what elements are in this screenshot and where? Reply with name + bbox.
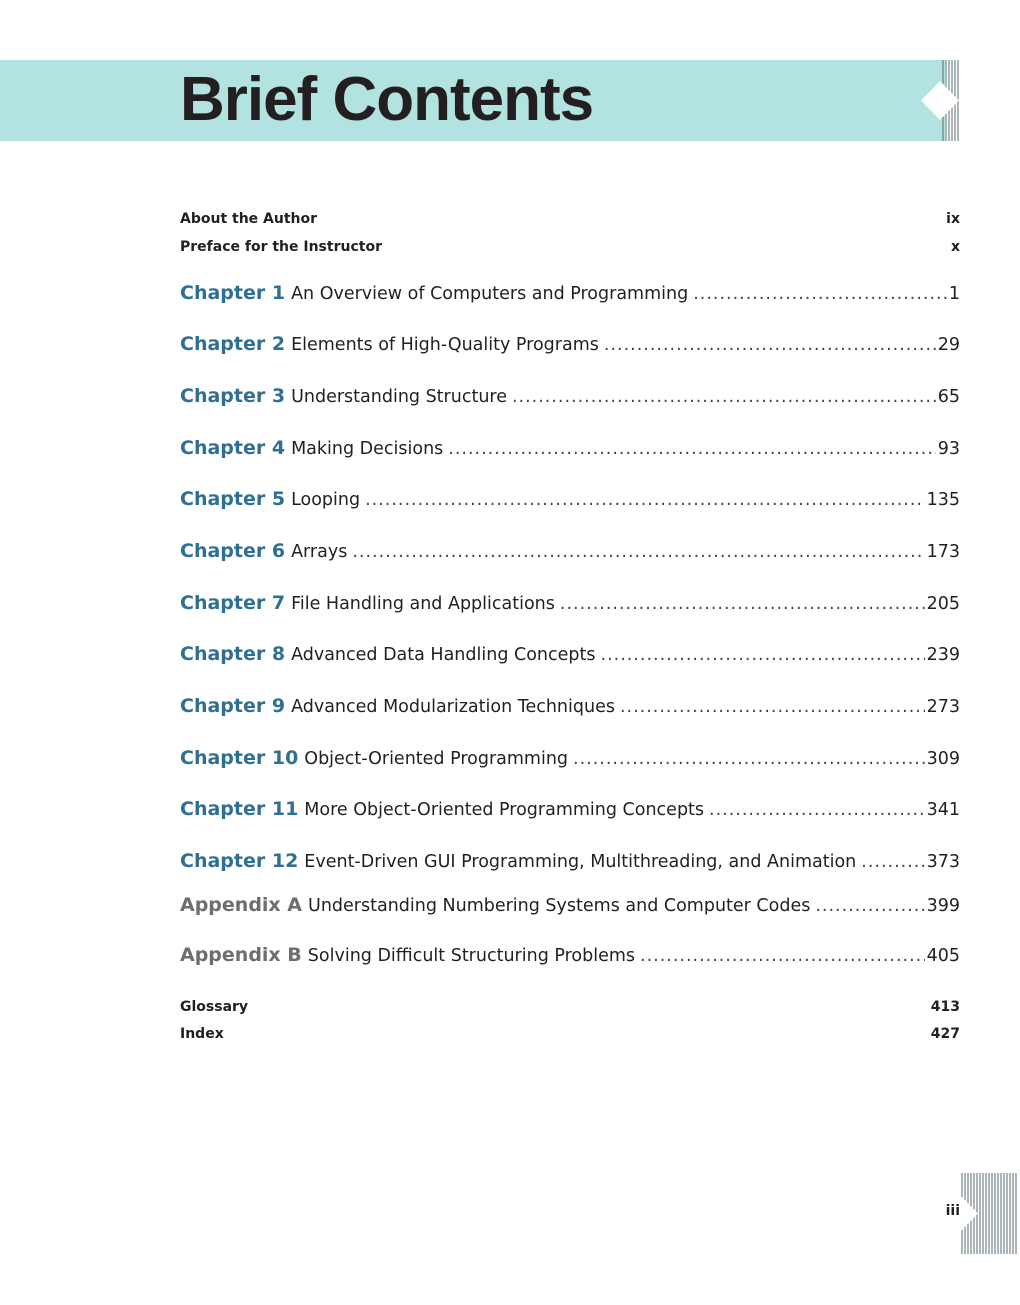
toc-row-chapter-12[interactable] xyxy=(180,850,960,878)
toc-row-chapter-11[interactable] xyxy=(180,798,960,826)
toc-row-glossary[interactable] xyxy=(180,997,960,1017)
chapter-page: 135 xyxy=(926,490,960,510)
chapter-page: 29 xyxy=(937,335,960,355)
dot-leader xyxy=(365,490,924,510)
toc-entry-title: Index xyxy=(180,1026,224,1042)
dot-leader xyxy=(601,645,925,665)
chapter-page: 373 xyxy=(926,852,960,872)
dot-leader xyxy=(620,697,925,717)
chapter-label: Chapter 11 xyxy=(180,798,299,820)
chapter-title: Event-Driven GUI Programming, Multithreading, and Animation xyxy=(304,852,857,872)
toc-row-chapter-5[interactable] xyxy=(180,488,960,516)
banner-stripe-decoration xyxy=(921,60,961,141)
chapter-label: Chapter 3 xyxy=(180,385,286,407)
dot-leader xyxy=(604,335,936,355)
chapter-page: 239 xyxy=(926,645,960,665)
chapter-label: Chapter 7 xyxy=(180,592,286,614)
toc-row-chapter-7[interactable] xyxy=(180,592,960,620)
chapter-title: Arrays xyxy=(291,542,348,562)
toc-row-appendix-a[interactable] xyxy=(180,894,960,922)
chapter-page: 309 xyxy=(926,749,960,769)
chapter-page: 65 xyxy=(937,387,960,407)
toc-entry-title: Glossary xyxy=(180,999,249,1015)
appendix-page: 405 xyxy=(926,946,960,966)
chapter-title: Looping xyxy=(291,490,361,510)
toc-row-chapter-9[interactable] xyxy=(180,695,960,723)
dot-leader xyxy=(709,800,925,820)
toc-entry-page: 413 xyxy=(930,999,960,1015)
chapter-page: 273 xyxy=(926,697,960,717)
dot-leader xyxy=(693,284,947,304)
chapter-label: Chapter 8 xyxy=(180,643,286,665)
chapter-title: Making Decisions xyxy=(291,439,444,459)
toc-row-chapter-1[interactable] xyxy=(180,282,960,310)
chapter-page: 93 xyxy=(937,439,960,459)
chapter-title: Elements of High-Quality Programs xyxy=(291,335,599,355)
chapter-label: Chapter 10 xyxy=(180,747,299,769)
chapter-title: Understanding Structure xyxy=(291,387,507,407)
toc-row-appendix-b[interactable] xyxy=(180,944,960,972)
appendix-label: Appendix A xyxy=(180,894,303,916)
footer-stripe-decoration xyxy=(960,1173,1020,1254)
chapter-label: Chapter 6 xyxy=(180,540,286,562)
toc-row-index[interactable] xyxy=(180,1024,960,1044)
toc-row-chapter-4[interactable] xyxy=(180,437,960,465)
chapter-page: 1 xyxy=(948,284,960,304)
toc-entry-page: ix xyxy=(946,211,960,227)
chapter-title: File Handling and Applications xyxy=(291,594,555,614)
chapter-title: More Object-Oriented Programming Concepts xyxy=(304,800,705,820)
dot-leader xyxy=(448,439,935,459)
appendix-label: Appendix B xyxy=(180,944,302,966)
dot-leader xyxy=(560,594,925,614)
toc-row-chapter-10[interactable] xyxy=(180,747,960,775)
toc-row-chapter-8[interactable] xyxy=(180,643,960,671)
chapter-title: Advanced Data Handling Concepts xyxy=(291,645,596,665)
dot-leader xyxy=(512,387,936,407)
chapter-label: Chapter 1 xyxy=(180,282,286,304)
toc-entry-page: 427 xyxy=(930,1026,960,1042)
chapter-label: Chapter 9 xyxy=(180,695,286,717)
toc-entry-title: About the Author xyxy=(180,211,318,227)
toc-row-chapter-3[interactable] xyxy=(180,385,960,413)
chapter-title: An Overview of Computers and Programming xyxy=(291,284,689,304)
page-number: iii xyxy=(945,1203,960,1219)
page-title: Brief Contents xyxy=(180,65,594,134)
chapter-label: Chapter 5 xyxy=(180,488,286,510)
chapter-title: Object-Oriented Programming xyxy=(304,749,569,769)
appendix-page: 399 xyxy=(926,896,960,916)
chapter-page: 173 xyxy=(926,542,960,562)
chapter-page: 205 xyxy=(926,594,960,614)
dot-leader xyxy=(640,946,925,966)
dot-leader xyxy=(861,852,924,872)
appendix-title: Solving Difficult Structuring Problems xyxy=(307,946,636,966)
chapter-page: 341 xyxy=(926,800,960,820)
toc-row-about-the-author[interactable] xyxy=(180,209,960,229)
dot-leader xyxy=(573,749,925,769)
dot-leader xyxy=(815,896,924,916)
toc-row-preface[interactable] xyxy=(180,237,960,257)
toc-row-chapter-2[interactable] xyxy=(180,333,960,361)
dot-leader xyxy=(352,542,924,562)
chapter-title: Advanced Modularization Techniques xyxy=(291,697,615,717)
chapter-label: Chapter 12 xyxy=(180,850,299,872)
toc-entry-page: x xyxy=(950,239,960,255)
toc-entry-title: Preface for the Instructor xyxy=(180,239,382,255)
toc-row-chapter-6[interactable] xyxy=(180,540,960,568)
chapter-label: Chapter 2 xyxy=(180,333,286,355)
chapter-label: Chapter 4 xyxy=(180,437,286,459)
appendix-title: Understanding Numbering Systems and Computer Codes xyxy=(308,896,811,916)
